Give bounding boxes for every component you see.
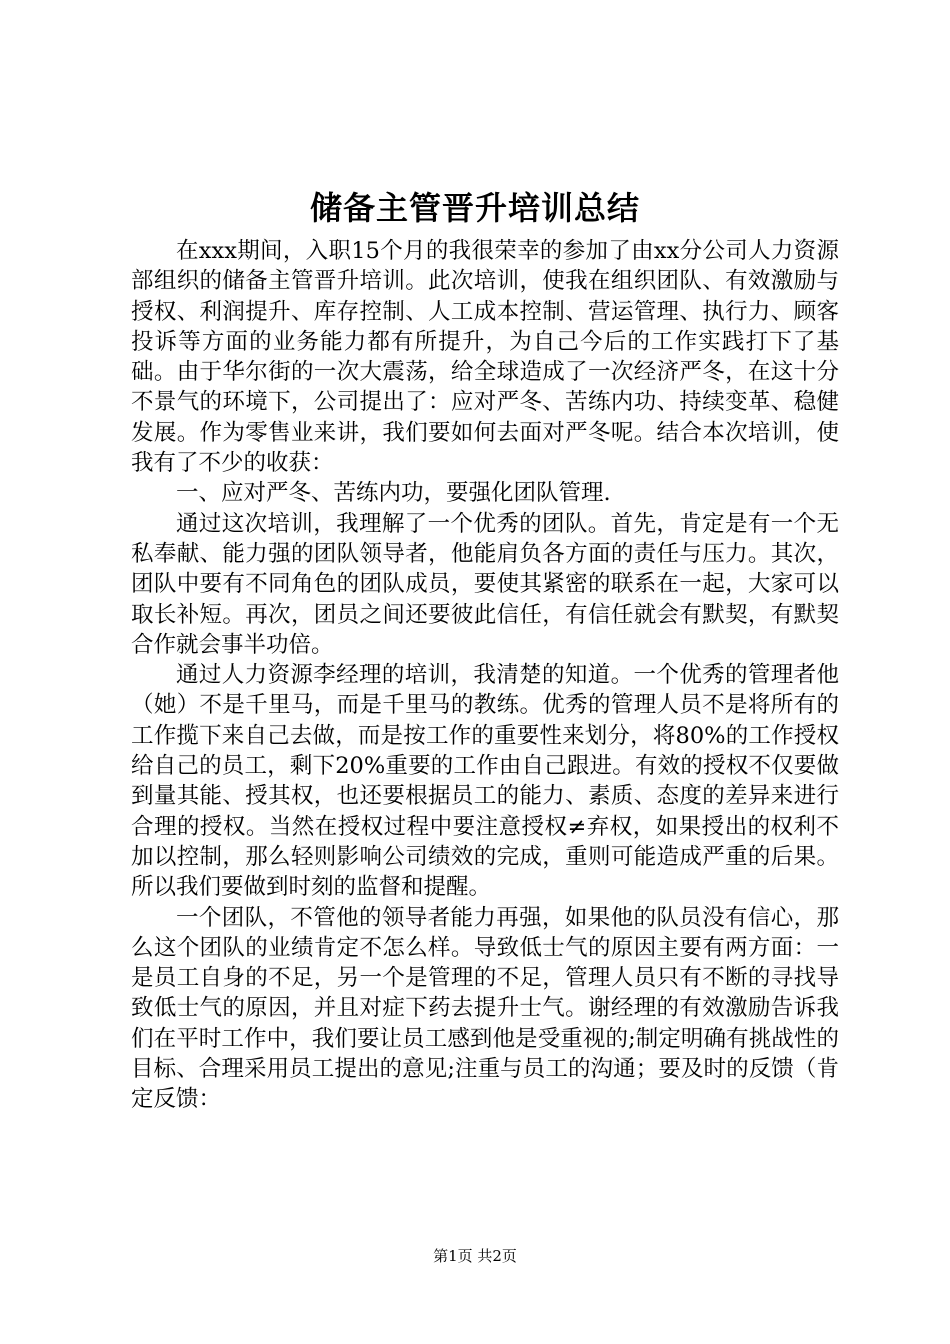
section-heading-1: 一、应对严冬、苦练内功，要强化团队管理. — [176, 480, 611, 507]
paragraph-intro: 在xxx期间，入职15个月的我很荣幸的参加了由xx分公司人力资源部组织的储备主管晋升培训。此次培训，使我在组织团队、有效激励与授权、利润提升、库存控制、人工成本控制、营运管理、执行力、顾客投诉等方面的业务能力都有所提升，为自己今后的工作实践打下了基础。由于华尔街的一次大震荡，给全球造成了一次经济严冬，在这十分不景气的环境下，公司提出了：应对严冬、苦练内功、持续变革、稳健发展。作为零售业来讲，我们要如何去面对严冬呢。结合本次培训，使我有了不少的收获： — [131, 238, 839, 477]
paragraph-team: 通过这次培训，我理解了一个优秀的团队。首先，肯定是有一个无私奉献、能力强的团队领导者，他能肩负各方面的责任与压力。其次，团队中要有不同角色的团队成员，要使其紧密的联系在一起，大家可以取长补短。再次，团员之间还要彼此信任，有信任就会有默契，有默契合作就会事半功倍。 — [131, 510, 839, 658]
page-number-footer: 第1页 共2页 — [433, 1247, 517, 1265]
document-title: 储备主管晋升培训总结 — [309, 189, 640, 227]
paragraph-delegation: 通过人力资源李经理的培训，我清楚的知道。一个优秀的管理者他（她）不是千里马，而是千里马的教练。优秀的管理人员不是将所有的工作揽下来自己去做，而是按工作的重要性来划分，将80%的工作授权给自己的员工，剩下20%重要的工作由自己跟进。有效的授权不仅要做到量其能、授其权，也还要根据员工的能力、素质、态度的差异来进行合理的授权。当然在授权过程中要注意授权≠弃权，如果授出的权利不加以控制，那么轻则影响公司绩效的完成，重则可能造成严重的后果。所以我们要做到时刻的监督和提醒。 — [131, 662, 839, 901]
document-body — [131, 236, 839, 1115]
paragraph-morale: 一个团队，不管他的领导者能力再强，如果他的队员没有信心，那么这个团队的业绩肯定不怎么样。导致低士气的原因主要有两方面：一是员工自身的不足，另一个是管理的不足，管理人员只有不断的寻找导致低士气的原因，并且对症下药去提升士气。谢经理的有效激励告诉我们在平时工作中，我们要让员工感到他是受重视的;制定明确有挑战性的目标、合理采用员工提出的意见;注重与员工的沟通；要及时的反馈（肯定反馈： — [131, 904, 839, 1113]
